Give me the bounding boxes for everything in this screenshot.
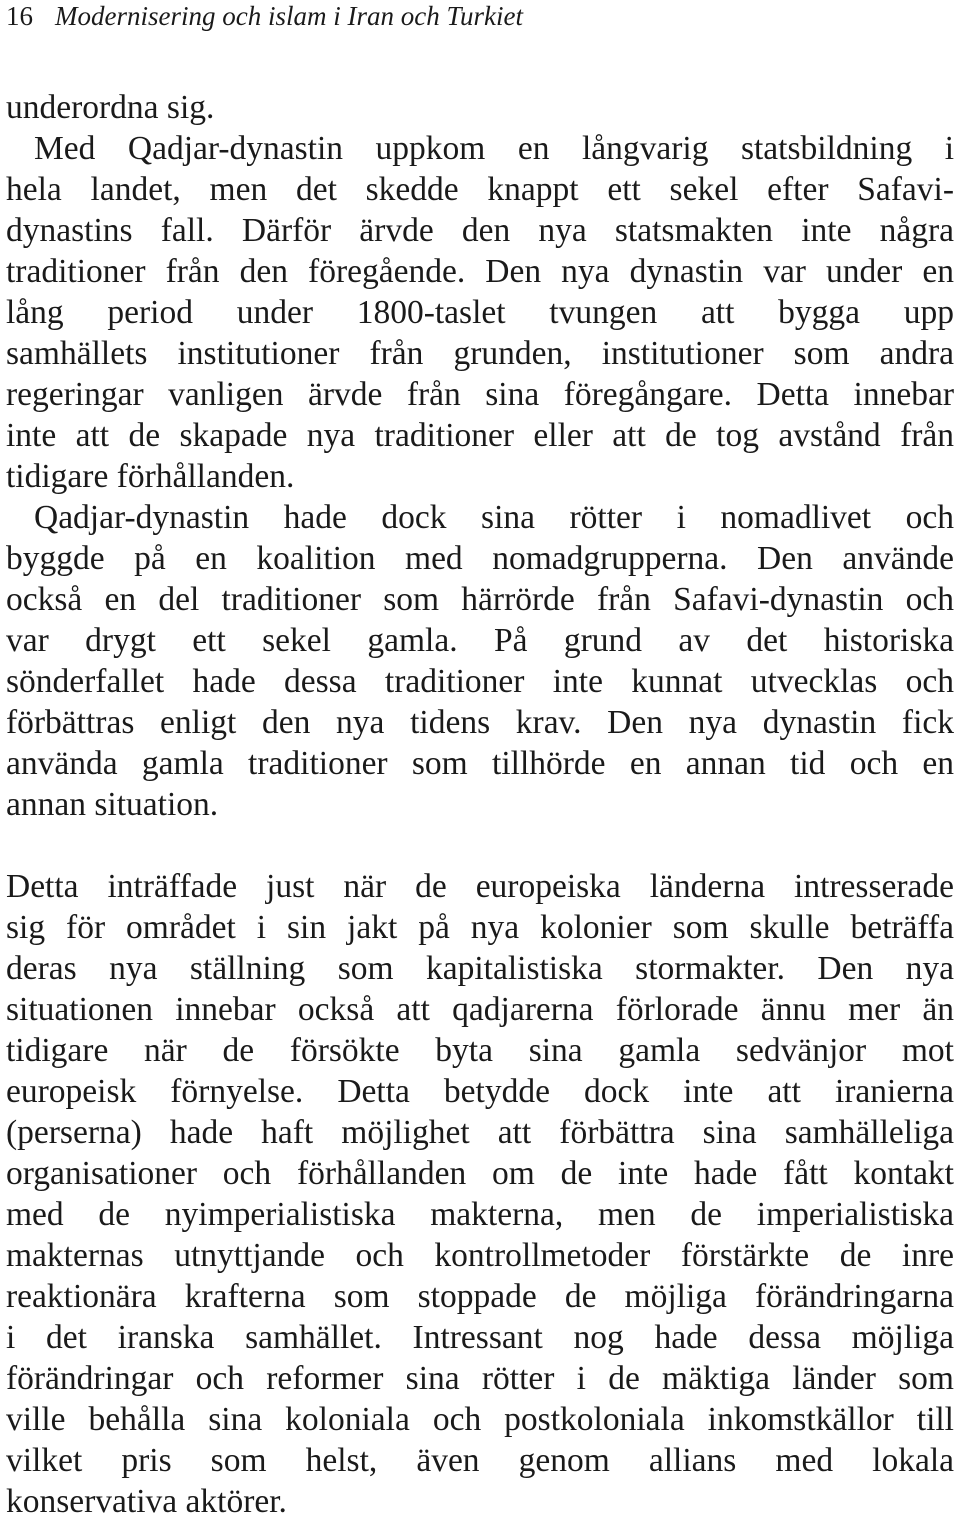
page-header [6, 0, 523, 32]
text-line: förändringar och reformer sina rötter i de mäktiga länder som [6, 1360, 954, 1397]
text-line: samhällets institutioner från grunden, institutioner som andra [6, 335, 954, 372]
text-line: regeringar vanligen ärvde från sina föregångare. Detta innebar [6, 376, 954, 413]
text-line: traditioner från den föregående. Den nya dynastin var under en [6, 253, 954, 290]
text-line: var drygt ett sekel gamla. På grund av det historiska [6, 622, 954, 659]
text-line: organisationer och förhållanden om de inte hade fått kontakt [6, 1155, 954, 1192]
text-line: Detta inträffade just när de europeiska länderna intresserade [6, 868, 954, 905]
text-line: annan situation. [6, 786, 219, 823]
paragraph-spacer [6, 825, 954, 866]
text-line: Med Qadjar-dynastin uppkom en långvarig statsbildning i [34, 130, 954, 167]
text-line: också en del traditioner som härrörde från Safavi-dynastin och [6, 581, 954, 618]
text-line: i det iranska samhället. Intressant nog hade dessa möjliga [6, 1319, 954, 1356]
text-line: sig för området i sin jakt på nya kolonier som skulle beträffa [6, 909, 954, 946]
text-line: deras nya ställning som kapitalistiska stormakter. Den nya [6, 950, 954, 987]
text-line: underordna sig. [6, 89, 215, 126]
running-title: Modernisering och islam i Iran och Turkiet [55, 1, 523, 31]
text-line: använda gamla traditioner som tillhörde en annan tid och en [6, 745, 954, 782]
paragraph [6, 866, 954, 1522]
text-line: ville behålla sina koloniala och postkoloniala inkomstkällor till [6, 1401, 954, 1438]
text-line: vilket pris som helst, även genom allians med lokala [6, 1442, 954, 1479]
text-line: tidigare när de försökte byta sina gamla sedvänjor mot [6, 1032, 954, 1069]
text-line: Qadjar-dynastin hade dock sina rötter i nomadlivet och [34, 499, 954, 536]
text-line: hela landet, men det skedde knappt ett sekel efter Safavi- [6, 171, 954, 208]
text-line: inte att de skapade nya traditioner eller att de tog avstånd från [6, 417, 954, 454]
paragraph [6, 497, 954, 825]
text-line: reaktionära krafterna som stoppade de möjliga förändringarna [6, 1278, 954, 1315]
body-text [6, 87, 954, 1522]
text-line: byggde på en koalition med nomadgrupperna. Den använde [6, 540, 954, 577]
text-line: situationen innebar också att qadjarerna förlorade ännu mer än [6, 991, 954, 1028]
paragraph [6, 128, 954, 497]
text-line: europeisk förnyelse. Detta betydde dock inte att iranierna [6, 1073, 954, 1110]
text-line: lång period under 1800-taslet tvungen att bygga upp [6, 294, 954, 331]
text-line: tidigare förhållanden. [6, 458, 295, 495]
text-line: dynastins fall. Därför ärvde den nya statsmakten inte några [6, 212, 954, 249]
text-line: med de nyimperialistiska makterna, men de imperialistiska [6, 1196, 954, 1233]
paragraph [6, 87, 954, 128]
text-line: konservativa aktörer. [6, 1483, 287, 1520]
text-line: förbättras enligt den nya tidens krav. Den nya dynastin fick [6, 704, 954, 741]
text-line: makternas utnyttjande och kontrollmetoder förstärkte de inre [6, 1237, 954, 1274]
text-line: (perserna) hade haft möjlighet att förbättra sina samhälleliga [6, 1114, 954, 1151]
page-number: 16 [6, 1, 33, 31]
text-line: sönderfallet hade dessa traditioner inte kunnat utvecklas och [6, 663, 954, 700]
